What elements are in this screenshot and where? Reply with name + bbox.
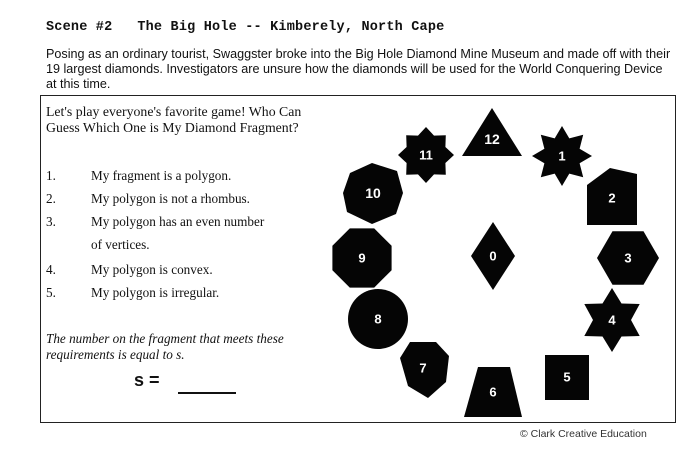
- fragment-number: 1: [558, 148, 566, 164]
- puzzle-question: Let's play everyone's favorite game! Who Can Guess Which One is My Diamond Fragment?: [46, 104, 302, 135]
- fragment-number: 4: [608, 312, 616, 328]
- clue-text: My fragment is a polygon.: [91, 168, 232, 183]
- fragment-number: 11: [419, 147, 433, 163]
- fragment-0: [471, 222, 515, 290]
- scene-title: Scene #2 The Big Hole -- Kimberely, North Cape: [46, 20, 445, 35]
- fragment-2: [587, 168, 637, 225]
- intro-paragraph: Posing as an ordinary tourist, Swaggster broke into the Big Hole Diamond Mine Museum and made off with their 19 largest diamonds. Investigators are unsure how the diamonds will be used for the World Conquering Device at this time.: [46, 47, 671, 91]
- fragment-number: 2: [608, 190, 616, 206]
- fragment-number: 9: [358, 250, 366, 266]
- copyright-credit: © Clark Creative Education: [520, 428, 647, 440]
- clue-number: 4.: [46, 262, 56, 277]
- clue-number: 1.: [46, 168, 56, 183]
- fragment-3: [597, 231, 659, 285]
- fragment-number: 7: [419, 360, 427, 376]
- clue-number: 5.: [46, 285, 56, 300]
- fragment-number: 3: [624, 250, 632, 266]
- puzzle-note: The number on the fragment that meets these requirements is equal to s.: [46, 331, 284, 362]
- fragment-number: 8: [374, 311, 382, 327]
- clue-number: 2.: [46, 191, 56, 206]
- fragment-8: [348, 289, 408, 349]
- fragment-4: [584, 288, 639, 352]
- answer-label: s =: [134, 370, 160, 390]
- fragment-5: [545, 355, 589, 400]
- fragment-number: 0: [489, 248, 497, 264]
- clue-text: My polygon is irregular.: [91, 285, 220, 300]
- fragment-number: 6: [489, 384, 497, 400]
- clue-text: of vertices.: [91, 237, 150, 252]
- fragment-10: [343, 163, 403, 224]
- fragment-12: [462, 108, 522, 156]
- fragment-number: 10: [365, 185, 381, 201]
- fragment-number: 5: [563, 369, 571, 385]
- clue-text: My polygon is not a rhombus.: [91, 191, 250, 206]
- fragment-1: [532, 126, 592, 186]
- clue-number: 3.: [46, 214, 56, 229]
- fragment-number: 12: [484, 131, 500, 147]
- clue-text: My polygon is convex.: [91, 262, 213, 277]
- fragment-9: [332, 228, 391, 287]
- clue-text: My polygon has an even number: [91, 214, 265, 229]
- fragment-11: [398, 127, 454, 183]
- fragment-7: [400, 342, 449, 398]
- fragment-6: [464, 367, 522, 417]
